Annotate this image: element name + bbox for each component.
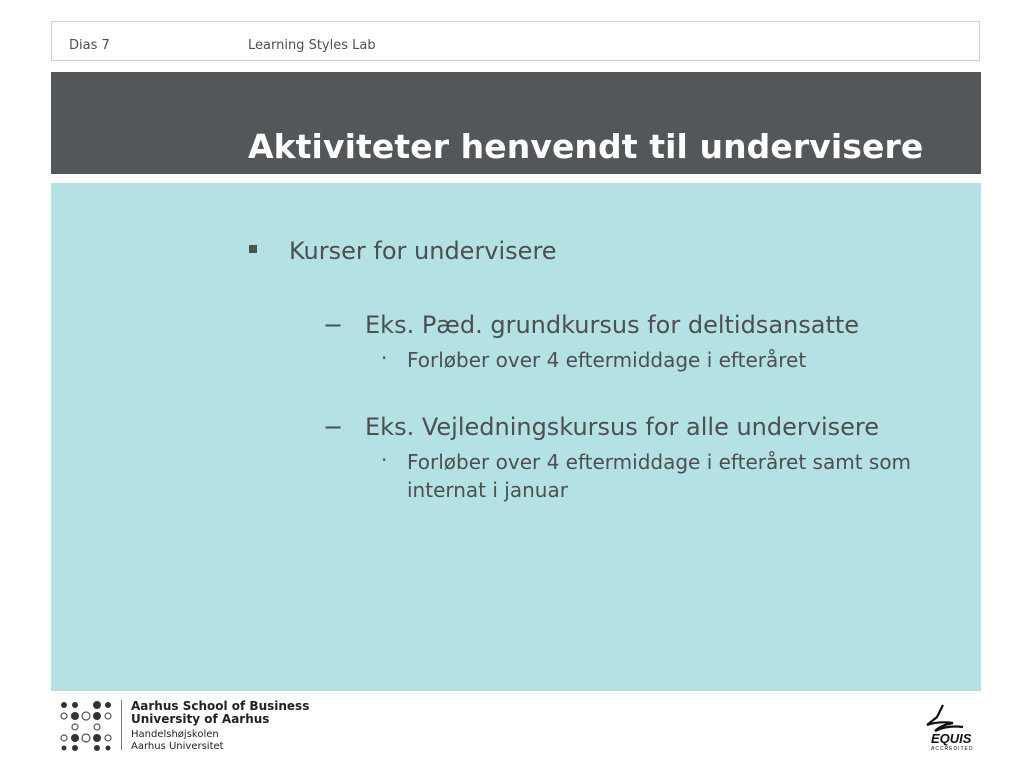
slide-title: Aktiviteter henvendt til undervisere: [248, 127, 924, 166]
university-name-en: University of Aarhus: [131, 712, 270, 726]
equis-logo-text: EQUIS: [931, 731, 972, 746]
detail-text: Forløber over 4 eftermiddage i efteråret samt som internat i januar: [407, 450, 912, 502]
aarhus-logo-icon: [59, 699, 113, 751]
dash-icon: −: [323, 413, 344, 441]
school-name-da: Handelshøjskolen: [131, 729, 219, 740]
title-band: [51, 72, 981, 174]
sub-item-text: Eks. Pæd. grundkursus for deltidsansatte: [365, 311, 860, 339]
dot-bullet-icon: ·: [381, 346, 388, 370]
dash-icon: −: [323, 311, 344, 339]
slide-content: [51, 183, 981, 690]
university-name-da: Aarhus Universitet: [131, 741, 224, 752]
school-name-en: Aarhus School of Business: [131, 699, 310, 713]
equis-accredited-text: ACCREDITED: [931, 746, 974, 752]
logo-divider: [121, 700, 122, 750]
detail-text: Forløber over 4 eftermiddage i efteråret: [407, 348, 807, 372]
presentation-label: Learning Styles Lab: [248, 38, 376, 53]
square-bullet-icon: [249, 245, 257, 253]
bullet-text: Kurser for undervisere: [289, 237, 557, 265]
slide-header-bar: [51, 21, 980, 61]
slide-number: Dias 7: [69, 38, 110, 53]
sub-item-text: Eks. Vejledningskursus for alle undervisere: [365, 413, 879, 441]
slide-footer: [51, 690, 981, 755]
dot-bullet-icon: ·: [381, 448, 388, 472]
